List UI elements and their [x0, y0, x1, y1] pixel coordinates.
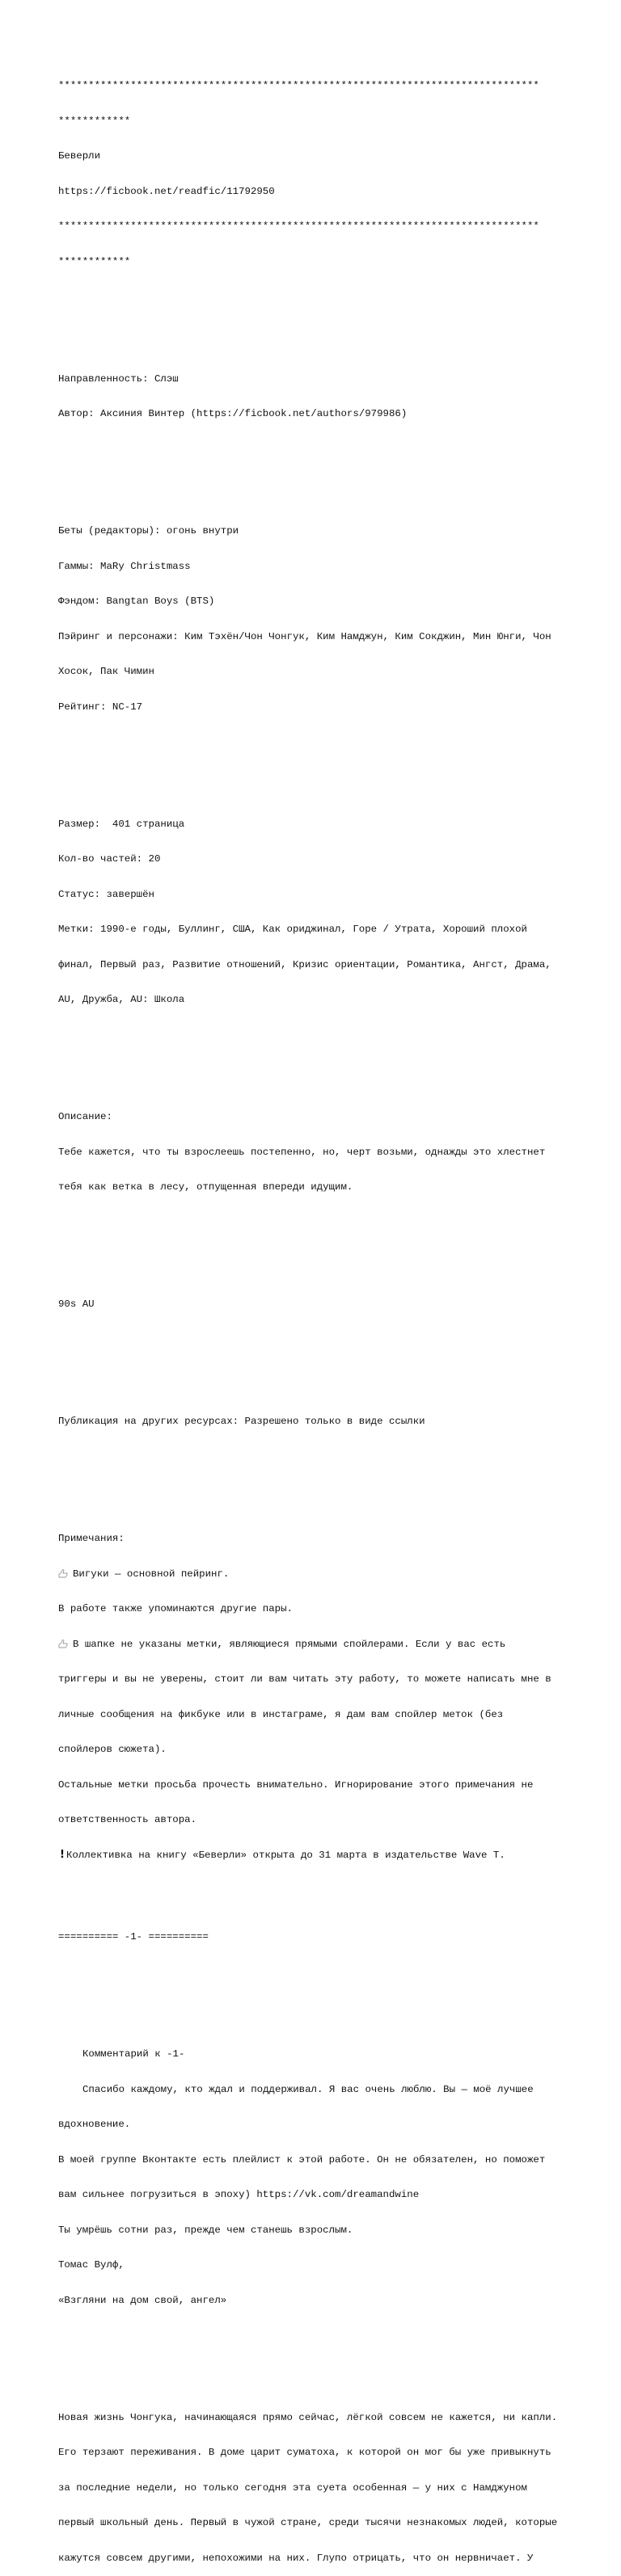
- description-label: Описание:: [58, 1111, 112, 1122]
- spacer: [58, 326, 569, 339]
- spacer: [58, 291, 569, 303]
- meta-tags: Метки: 1990-е годы, Буллинг, США, Как ориджинал, Горе / Утрата, Хороший плохой: [58, 924, 527, 935]
- source-url: https://ficbook.net/readfic/11792950: [58, 185, 275, 197]
- meta-author: Автор: Аксиния Винтер (https://ficbook.net/authors/979986): [58, 408, 408, 419]
- note-text-cont: триггеры и вы не уверены, стоит ли вам читать эту работу, то можете написать мне в: [58, 1673, 551, 1685]
- spacer: [58, 2001, 569, 2014]
- description-text: Тебе кажется, что ты взрослеешь постепенно, но, черт возьми, однажды это хлестнет: [58, 1146, 546, 1158]
- spacer: [58, 1967, 569, 1979]
- meta-pairing-cont: Хосок, Пак Чимин: [58, 666, 154, 677]
- epigraph-source: «Взгляни на дом свой, ангел»: [58, 2294, 227, 2306]
- body-paragraph-cont: первый школьный день. Первый в чужой стране, среди тысячи незнакомых людей, которые: [58, 2517, 558, 2528]
- meta-direction: Направленность: Слэш: [58, 373, 179, 385]
- note-item: [58, 1850, 569, 1862]
- publication-permission: Публикация на других ресурсах: Разрешено только в виде ссылки: [58, 1416, 425, 1427]
- note-text-cont: личные сообщения на фикбуке или в инстаграме, я дам вам спойлер меток (без: [58, 1708, 504, 1720]
- meta-pairing: Пэйринг и персонажи: Ким Тэхён/Чон Чонгук, Ким Намджун, Ким Сокджин, Мин Юнги, Чон: [58, 630, 551, 642]
- spacer: [58, 2365, 569, 2377]
- spacer: [58, 444, 569, 456]
- meta-fandom: Фэндом: Bangtan Boys (BTS): [58, 596, 215, 607]
- note-text-cont: спойлеров сюжета).: [58, 1744, 167, 1755]
- description-text-cont: тебя как ветка в лесу, отпущенная впереди идущим.: [58, 1181, 353, 1193]
- note-text: В шапке не указаны метки, являющиеся прямыми спойлерами. Если у вас есть: [73, 1638, 506, 1650]
- comment-text: Спасибо каждому, кто ждал и поддерживал. Я вас очень люблю. Вы — моё лучшее: [82, 2083, 534, 2095]
- spacer: [58, 1217, 569, 1229]
- epigraph-author: Томас Вулф,: [58, 2259, 125, 2271]
- note-text: Вигуки — основной пейринг.: [73, 1568, 230, 1580]
- meta-tags-cont: AU, Дружба, AU: Школа: [58, 994, 185, 1005]
- body-paragraph-cont: Его терзают переживания. В доме царит суматоха, к которой он мог бы уже привыкнуть: [58, 2447, 551, 2458]
- notes-label: Примечания:: [58, 1533, 125, 1544]
- body-paragraph: Новая жизнь Чонгука, начинающаяся прямо сейчас, лёгкой совсем не кажется, ни капли.: [58, 2411, 558, 2423]
- spacer: [58, 772, 569, 784]
- meta-size: Размер: 401 страница: [58, 818, 185, 830]
- separator-line: ********************************************************************************: [58, 221, 539, 232]
- meta-tags-cont: финал, Первый раз, Развитие отношений, Кризис ориентации, Романтика, Ангст, Драма,: [58, 958, 551, 970]
- body-paragraph-cont: кажутся совсем другими, непохожими на них. Глупо отрицать, что он нервничает. У: [58, 2552, 534, 2564]
- separator-line: ********************************************************************************: [58, 80, 539, 91]
- body-paragraph-cont: за последние недели, но только сегодня эта суета особенная — у них с Намджуном: [58, 2481, 527, 2494]
- spacer: [58, 1369, 569, 1381]
- comment-label: Комментарий к -1-: [82, 2048, 185, 2060]
- meta-parts: Кол-во частей: 20: [58, 853, 161, 865]
- meta-gammas: Гаммы: MaRy Christmass: [58, 560, 191, 572]
- hand-point-icon: [58, 1639, 68, 1648]
- spacer: [58, 1451, 569, 1463]
- document-page: [58, 57, 569, 2576]
- note-item: В работе также упоминаются другие пары.: [58, 1603, 293, 1614]
- spacer: [58, 1486, 569, 1498]
- spacer: [58, 1029, 569, 1042]
- spacer: [58, 478, 569, 490]
- separator-line-tail: ************: [58, 115, 131, 127]
- meta-betas: Беты (редакторы): огонь внутри: [58, 525, 239, 537]
- spacer: [58, 1252, 569, 1264]
- note-text: Коллективка на книгу «Беверли» открыта до 31 марта в издательстве Wave T.: [66, 1849, 505, 1861]
- spacer: [58, 736, 569, 748]
- spacer: [58, 1334, 569, 1346]
- note-item: [58, 1568, 569, 1581]
- meta-rating: Рейтинг: NC-17: [58, 701, 143, 713]
- document-title: Беверли: [58, 150, 101, 162]
- comment-text: В моей группе Вконтакте есть плейлист к этой работе. Он не обязателен, но поможет: [58, 2153, 546, 2166]
- separator-line-tail: ************: [58, 255, 131, 267]
- comment-text-cont: вдохновение.: [58, 2119, 131, 2130]
- au-note: 90s AU: [58, 1299, 95, 1310]
- spacer: [58, 1884, 569, 1896]
- note-item: Остальные метки просьба прочесть внимательно. Игнорирование этого примечания не: [58, 1778, 534, 1791]
- epigraph-quote: Ты умрёшь сотни раз, прежде чем станешь взрослым.: [58, 2224, 353, 2236]
- exclamation-icon: !: [60, 1848, 65, 1861]
- spacer: [58, 2330, 569, 2342]
- meta-status: Статус: завершён: [58, 888, 154, 900]
- hand-point-icon: [58, 1568, 68, 1578]
- comment-text-cont: вам сильнее погрузиться в эпоху) https://vk.com/dreamandwine: [58, 2189, 420, 2200]
- note-item: [58, 1639, 569, 1651]
- spacer: [58, 1064, 569, 1076]
- chapter-divider: ========== -1- ==========: [58, 1931, 209, 1943]
- note-text-cont: ответственность автора.: [58, 1814, 197, 1825]
